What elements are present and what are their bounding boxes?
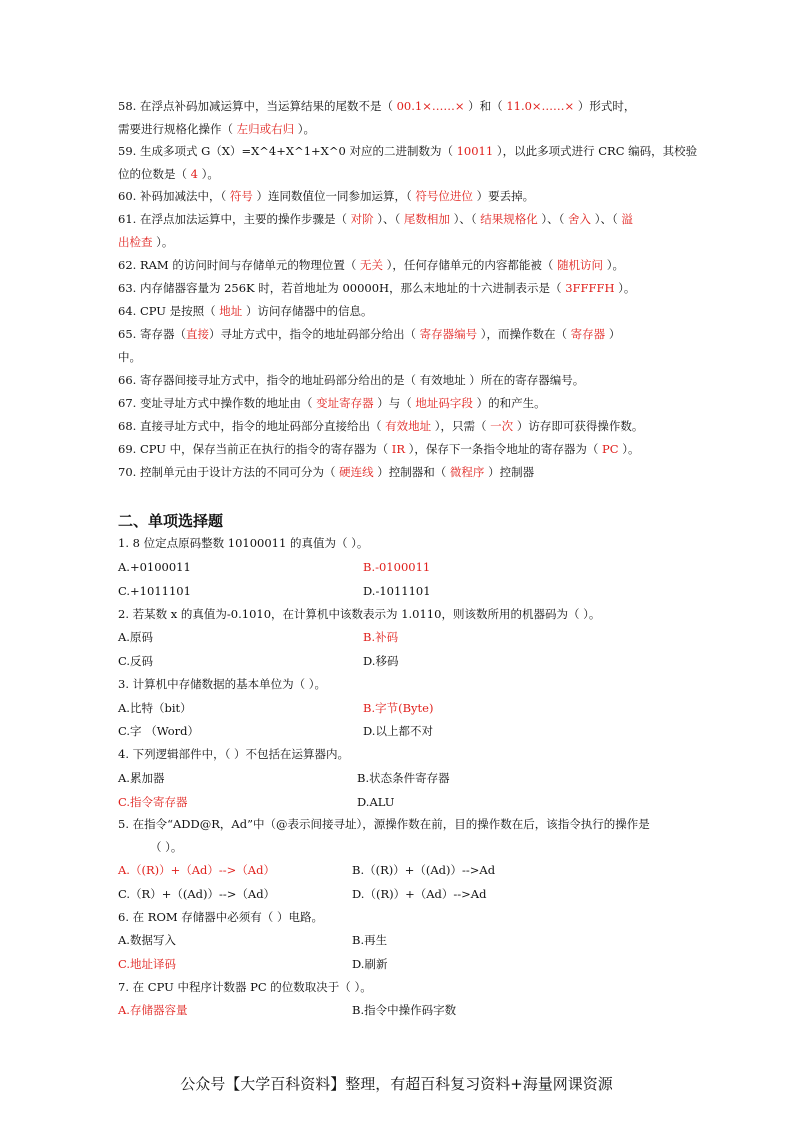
question-text: ）。: [197, 167, 219, 181]
correct-option: B.补码: [363, 630, 399, 644]
answer-text: 00.1×……×: [396, 99, 465, 113]
footer-text: 公众号【大学百科资料】整理，有超百科复习资料+海量网课资源: [180, 1075, 613, 1093]
option: A.原码: [118, 630, 153, 644]
answer-text: 舍入: [568, 212, 592, 226]
question-text: 59. 生成多项式 G（X）=X^4+X^1+X^0 对应的二进制数为（: [118, 144, 457, 158]
question-text: ）控制器: [484, 465, 535, 479]
question-text: ）: [605, 327, 621, 341]
option: A.累加器: [118, 771, 165, 785]
question-line: [118, 211, 678, 227]
answer-text: 地址: [219, 304, 243, 318]
question-text: 60. 补码加减法中，（: [118, 189, 230, 203]
correct-option: B.-0100011: [363, 560, 431, 574]
question-text: 61. 在浮点加法运算中，主要的操作步骤是（: [118, 212, 351, 226]
question-stem: 2. 若某数 x 的真值为-0.1010，在计算机中该数表示为 1.0110，则该数所用的机器码为（ ）。: [118, 607, 601, 621]
question-text: 63. 内存储器容量为 256K 时，若首地址为 00000H，那么末地址的十六进制表示是（: [118, 281, 566, 295]
option: D.移码: [363, 654, 399, 668]
correct-option: C.地址译码: [118, 957, 177, 971]
question-text: 位的位数是（: [118, 167, 191, 181]
question-text: ）、（: [373, 212, 404, 226]
question-text: ），以此多项式进行 CRC 编码，其校验: [493, 144, 698, 158]
answer-text: 11.0×……×: [506, 99, 575, 113]
question-text: ）、（: [591, 212, 622, 226]
answer-text: 有效地址: [385, 419, 432, 433]
answer-text: 硬连线: [339, 465, 374, 479]
question-text: ）。: [152, 235, 174, 249]
question-line: [118, 395, 678, 411]
question-text: ），任何存储单元的内容都能被（: [383, 258, 558, 272]
question-stem: （ ）。: [150, 840, 183, 854]
question-stem: 7. 在 CPU 中程序计数器 PC 的位数取决于（ ）。: [118, 980, 372, 994]
section-title: 二、单项选择题: [118, 512, 224, 530]
answer-text: 微程序: [449, 465, 485, 479]
question-line: [118, 234, 678, 250]
answer-text: 左归或右归: [236, 122, 295, 136]
question-text: ）控制器和（: [373, 465, 450, 479]
question-line: [118, 464, 678, 480]
answer-text: 一次: [490, 419, 514, 433]
question-text: ），而操作数在（: [477, 327, 571, 341]
option: C.反码: [118, 654, 154, 668]
correct-option: C.指令寄存器: [118, 795, 188, 809]
correct-option: B.字节(Byte): [363, 701, 434, 715]
question-line: [118, 303, 678, 319]
answer-text: 符号位进位: [415, 189, 473, 203]
answer-text: 变址寄存器: [316, 396, 374, 410]
question-text: 62. RAM 的访问时间与存储单元的物理位置（: [118, 258, 360, 272]
answer-text: 溢: [621, 212, 633, 226]
answer-text: 出检查: [118, 235, 153, 249]
question-text: ）的和产生。: [472, 396, 546, 410]
question-text: ）。: [603, 258, 624, 272]
answer-text: 符号: [229, 189, 253, 203]
option: D.以上都不对: [363, 724, 433, 738]
option: B.指令中操作码字数: [352, 1003, 457, 1017]
question-text: 需要进行规格化操作（: [118, 122, 237, 136]
question-text: ）访问存储器中的信息。: [242, 304, 373, 318]
option: C.字 （Word）: [118, 724, 200, 738]
question-text: ）连同数值位一同参加运算，（: [252, 189, 416, 203]
question-line: [118, 98, 678, 114]
question-line: [118, 188, 678, 204]
answer-text: PC: [602, 442, 619, 456]
option: B.状态条件寄存器: [357, 771, 450, 785]
answer-text: 无关: [360, 258, 383, 272]
correct-option: A.存储器容量: [118, 1003, 188, 1017]
option: D.-1011101: [363, 584, 431, 598]
question-text: 64. CPU 是按照（: [118, 304, 220, 318]
question-stem: 6. 在 ROM 存储器中必须有（ ）电路。: [118, 910, 323, 924]
question-line: [118, 441, 678, 457]
answer-text: 寄存器: [570, 327, 606, 341]
question-text: ）。: [294, 122, 316, 136]
question-line: [118, 418, 678, 434]
question-line: [118, 372, 678, 388]
option: D.刷新: [352, 957, 388, 971]
question-text: ）、（: [449, 212, 481, 226]
question-stem: 3. 计算机中存储数据的基本单位为（ ）。: [118, 677, 327, 691]
question-line: [118, 143, 698, 159]
question-line: [118, 349, 678, 365]
question-text: ）。: [618, 442, 640, 456]
question-text: ）寻址方式中，指令的地址码部分给出（: [208, 327, 420, 341]
option: A.比特（bit）: [118, 701, 192, 715]
question-line: [118, 257, 678, 273]
option: B.再生: [352, 933, 388, 947]
question-text: 67. 变址寻址方式中操作数的地址由（: [118, 396, 317, 410]
answer-text: 结果规格化: [480, 212, 538, 226]
question-text: 70. 控制单元由于设计方法的不同可分为（: [118, 465, 340, 479]
correct-option: A.（(R)）+（Ad）-->（Ad）: [118, 863, 275, 877]
question-text: ）形式时，: [574, 99, 636, 113]
question-text: ），只需（: [431, 419, 491, 433]
question-text: 66. 寄存器间接寻址方式中，指令的地址码部分给出的是（ 有效地址 ）所在的寄存器编号。: [118, 373, 585, 387]
question-line: [118, 166, 678, 182]
question-stem: 4. 下列逻辑部件中，（ ）不包括在运算器内。: [118, 747, 350, 761]
answer-text: 4: [190, 167, 198, 181]
question-stem: 5. 在指令“ADD@R，Ad”中（@表示间接寻址），源操作数在前，目的操作数在后，该指令执行的操作是: [118, 817, 650, 831]
answer-text: IR: [391, 442, 405, 456]
answer-text: 随机访问: [557, 258, 604, 272]
question-text: 58. 在浮点补码加减运算中，当运算结果的尾数不是（: [118, 99, 397, 113]
option: D.（(R)）+（Ad）-->Ad: [352, 887, 487, 901]
option: C.（R）+（(Ad)）-->（Ad）: [118, 887, 276, 901]
question-text: ）访存即可获得操作数。: [513, 419, 644, 433]
question-text: ）。: [614, 281, 636, 295]
question-text: 中。: [118, 350, 141, 364]
answer-text: 地址码字段: [415, 396, 473, 410]
answer-text: 3FFFFH: [565, 281, 615, 295]
answer-text: 10011: [456, 144, 494, 158]
question-line: [118, 121, 678, 137]
question-text: ），保存下一条指令地址的寄存器为（: [404, 442, 603, 456]
question-text: ）要丢掉。: [472, 189, 535, 203]
option: A.+0100011: [118, 560, 191, 574]
question-stem: 1. 8 位定点原码整数 10100011 的真值为（ ）。: [118, 536, 369, 550]
question-text: ）与（: [373, 396, 416, 410]
answer-text: 直接: [185, 327, 209, 341]
question-text: ）、（: [537, 212, 569, 226]
option: D.ALU: [357, 795, 395, 809]
question-line: [118, 326, 678, 342]
option: A.数据写入: [118, 933, 176, 947]
question-text: 69. CPU 中，保存当前正在执行的指令的寄存器为（: [118, 442, 392, 456]
option: B.（(R)）+（(Ad)）-->Ad: [352, 863, 496, 877]
answer-text: 尾数相加: [403, 212, 450, 226]
answer-text: 对阶: [350, 212, 374, 226]
question-text: 65. 寄存器（: [118, 327, 186, 341]
question-text: ）和（: [464, 99, 507, 113]
answer-text: 寄存器编号: [419, 327, 478, 341]
question-text: 68. 直接寻址方式中，指令的地址码部分直接给出（: [118, 419, 386, 433]
option: C.+1011101: [118, 584, 191, 598]
question-line: [118, 280, 678, 296]
